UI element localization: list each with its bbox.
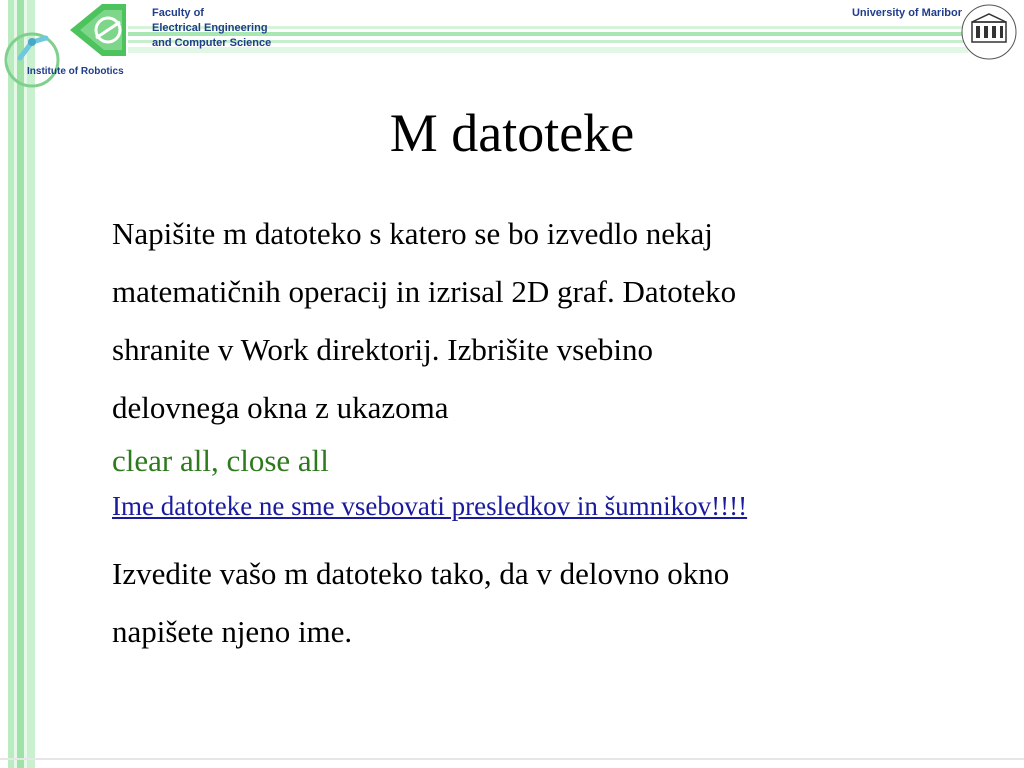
paragraph-1 bbox=[112, 205, 932, 437]
text-line: napišete njeno ime. bbox=[112, 614, 353, 649]
faculty-line: Electrical Engineering bbox=[152, 22, 268, 34]
slide-body bbox=[112, 205, 932, 661]
faculty-line: and Computer Science bbox=[152, 37, 272, 49]
warning-link[interactable]: Ime datoteke ne sme vsebovati presledkov in šumnikov!!!! bbox=[112, 491, 748, 521]
text-line: shranite v Work direktorij. Izbrišite vsebino bbox=[112, 332, 654, 367]
text-line: matematičnih operacij in izrisal 2D graf. Datoteko bbox=[112, 274, 737, 309]
text-line: delovnega okna z ukazoma bbox=[112, 390, 449, 425]
university-name: University of Maribor bbox=[851, 7, 962, 19]
university-seal-icon bbox=[960, 2, 1018, 62]
text-line: Izvedite vašo m datoteko tako, da v delovno okno bbox=[112, 556, 730, 591]
faculty-logo-icon bbox=[66, 2, 130, 58]
command-text: clear all, close all bbox=[112, 443, 329, 478]
paragraph-2 bbox=[112, 545, 932, 661]
bottom-divider bbox=[0, 758, 1024, 760]
slide-title: M datoteke bbox=[389, 103, 635, 163]
faculty-line: Faculty of bbox=[152, 7, 204, 19]
text-line: Napišite m datoteko s katero se bo izvedlo nekaj bbox=[112, 216, 713, 251]
institute-label: Institute of Robotics bbox=[27, 66, 124, 77]
faculty-name bbox=[152, 6, 271, 51]
